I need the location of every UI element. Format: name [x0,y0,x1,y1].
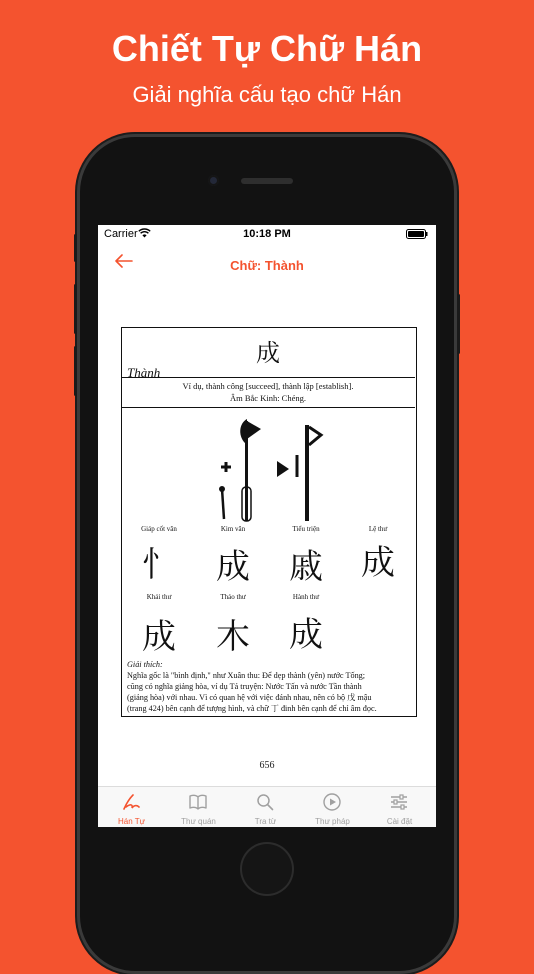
promo-title: Chiết Tự Chữ Hán [111,28,423,69]
head-character: 成 [256,341,280,367]
divider [121,407,415,408]
app-screen [98,225,436,827]
sliders-icon [389,792,409,812]
glyph-label: Khải thư [146,593,172,601]
regular-script-glyph: 成 [142,617,176,657]
glyph-label: Kim văn [220,525,246,533]
glyph-label: Lệ thư [368,525,388,533]
book-icon [188,792,208,812]
play-icon [322,792,342,812]
entry-word: Thành [127,365,161,380]
phone-frame [77,134,457,974]
promo-subtitle: Giải nghĩa cấu tạo chữ Hán [132,82,402,107]
explanation-line: (giảng hòa) với nhau. Vì có quan hệ với việc đánh nhau, nên có bộ 戊 mậu [127,693,372,702]
explanation-line: (trang 424) bên cạnh để tượng hình, và chữ 丁 đinh bên cạnh để chỉ âm đọc. [127,704,377,713]
tab-label: Cài đặt [386,817,413,826]
divider [121,377,415,378]
tab-thu-phap[interactable] [299,787,366,827]
tab-cai-dat[interactable] [366,787,433,827]
tab-bar [98,786,436,827]
example-line: Ví dụ, thành công [succeed], thành lập [establish]. [182,381,354,391]
earpiece-speaker [241,178,293,184]
volume-up-button [74,284,77,334]
tab-tra-tu[interactable] [232,787,299,827]
cursive-glyph: 木 [216,617,250,657]
explanation-line: Nghĩa gốc là "bình định," như Xuân thu: Để dẹp thành (yên) nước Tống; [127,671,366,680]
glyph-label: Hành thư [292,593,320,601]
pronunciation-line: Âm Bắc Kinh: Chéng. [229,393,307,403]
page-number: 656 [259,760,275,771]
tab-han-tu[interactable] [98,787,165,827]
home-button[interactable] [240,842,294,896]
status-bar [98,225,436,245]
glyph-label: Tiểu triện [292,525,320,533]
mute-switch [74,234,77,262]
small-seal-glyph: 戚 [289,547,323,587]
front-camera [208,175,219,186]
battery-icon [406,229,428,242]
status-time: 10:18 PM [243,228,291,240]
search-icon [255,792,275,812]
dictionary-page-image [121,327,417,717]
glyph-label: Giáp cốt văn [141,525,177,533]
semi-cursive-glyph: 成 [289,615,323,655]
tab-label: Thư pháp [315,817,350,826]
power-button [457,294,460,354]
tab-thu-quan[interactable] [165,787,232,827]
explanation-line: cũng có nghĩa giảng hòa, ví dụ Tả truyện: Nước Tấn và nước Tần thành [127,682,362,691]
brush-icon [121,792,141,812]
navigation-bar [98,245,436,283]
nav-title: Chữ: Thành [230,258,304,273]
glyph-label: Thảo thư [220,593,246,601]
tab-label: Thư quán [181,817,216,826]
explanation-block [127,659,411,714]
tab-label: Hán Tự [118,817,145,826]
clerical-glyph: 成 [361,543,395,583]
bronze-glyph: 成 [216,547,250,587]
tab-label: Tra từ [254,817,277,826]
volume-down-button [74,346,77,396]
explanation-title: Giải thích: [127,660,163,669]
carrier-label: Carrier [104,228,138,240]
pictograph-evolution [209,415,329,523]
oracle-bone-glyph: 忄 [142,545,176,585]
